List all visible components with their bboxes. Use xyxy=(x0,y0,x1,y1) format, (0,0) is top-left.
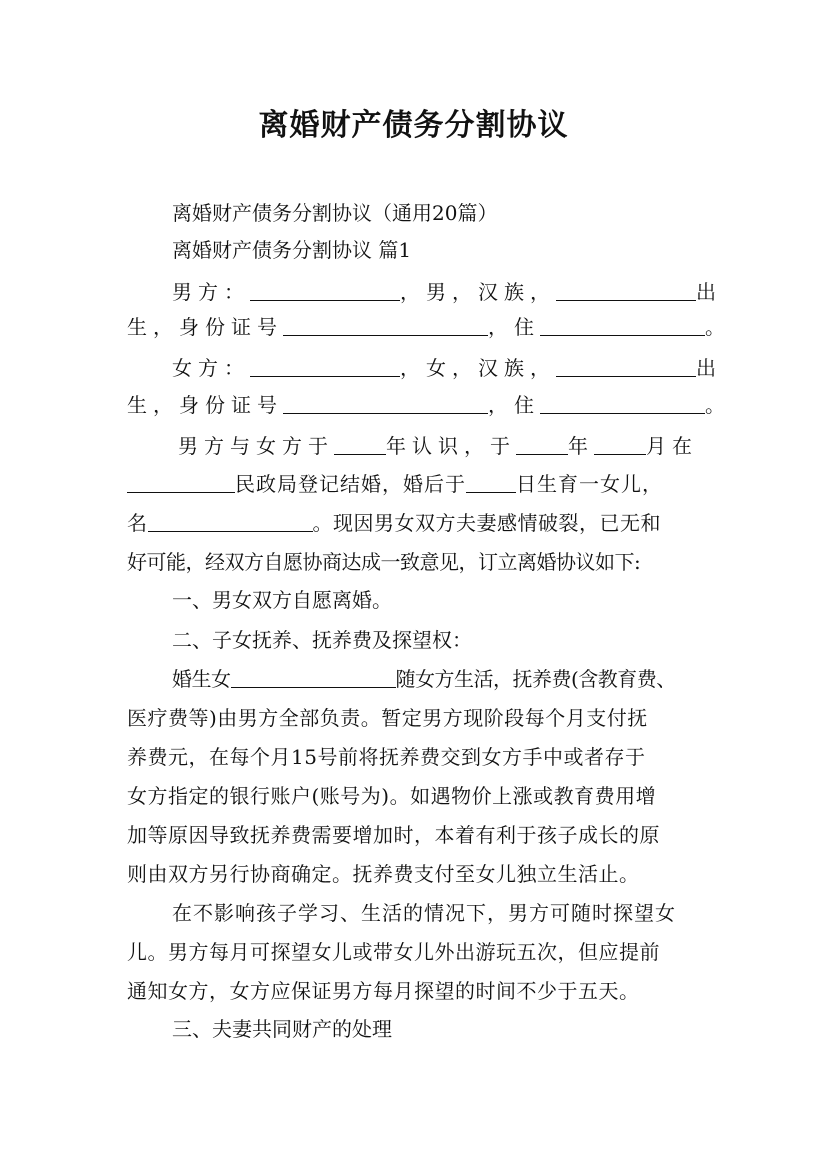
visit-line-2: 儿。男方每月可探望女儿或带女儿外出游玩五次，但应提前 xyxy=(127,940,660,964)
item-1: 一、男女双方自愿离婚。 xyxy=(172,588,392,612)
male-line-1: 男方： ，男，汉族， 出 xyxy=(172,280,722,304)
male-line-2: 生，身份证号 ，住 。 xyxy=(127,315,731,339)
marriage-line-4: 好可能，经双方自愿协商达成一致意见，订立离婚协议如下: xyxy=(127,550,641,574)
subtitle: 离婚财产债务分割协议（通用20篇） xyxy=(172,201,498,225)
marriage-line-1: 男方与女方于 年认识，于 年 月在 xyxy=(178,434,698,458)
support-line-3: 养费元，在每个月15号前将抚养费交到女方手中或者存于 xyxy=(127,745,646,769)
support-line-2: 医疗费等)由男方全部负责。暂定男方现阶段每个月支付抚 xyxy=(127,706,648,730)
marriage-line-3: 名 。现因男女双方夫妻感情破裂，已无和 xyxy=(127,511,661,535)
male-birth-blank xyxy=(556,280,696,301)
support-line-6: 则由双方另行协商确定。抚养费支付至女儿独立生活止。 xyxy=(127,862,640,886)
male-id-blank xyxy=(283,315,488,336)
support-line-5: 加等原因导致抚养费需要增加时，本着有利于孩子成长的原 xyxy=(127,823,660,847)
female-line-1: 女方： ，女，汉族， 出 xyxy=(172,356,722,380)
support-line-1: 婚生女 随女方生活，抚养费(含教育费、 xyxy=(172,667,676,691)
section-heading: 离婚财产债务分割协议 篇1 xyxy=(172,238,412,262)
visit-line-3: 通知女方，女方应保证男方每月探望的时间不少于五天。 xyxy=(127,979,640,1003)
female-id-blank xyxy=(283,393,488,414)
support-line-4: 女方指定的银行账户(账号为)。如遇物价上涨或教育费用增 xyxy=(127,784,657,808)
male-address-blank xyxy=(540,315,705,336)
document-title: 离婚财产债务分割协议 xyxy=(258,108,569,143)
marriage-line-2: 民政局登记结婚，婚后于 日生育一女儿， xyxy=(127,470,663,498)
female-birth-blank xyxy=(556,356,696,377)
female-address-blank xyxy=(540,393,705,414)
female-line-2: 生，身份证号 ，住 。 xyxy=(127,393,731,417)
item-3: 三、夫妻共同财产的处理 xyxy=(172,1017,392,1041)
male-name-blank xyxy=(250,280,400,301)
item-2: 二、子女抚养、抚养费及探望权： xyxy=(172,628,472,652)
female-name-blank xyxy=(250,356,400,377)
visit-line-1: 在不影响孩子学习、生活的情况下，男方可随时探望女 xyxy=(172,901,676,925)
